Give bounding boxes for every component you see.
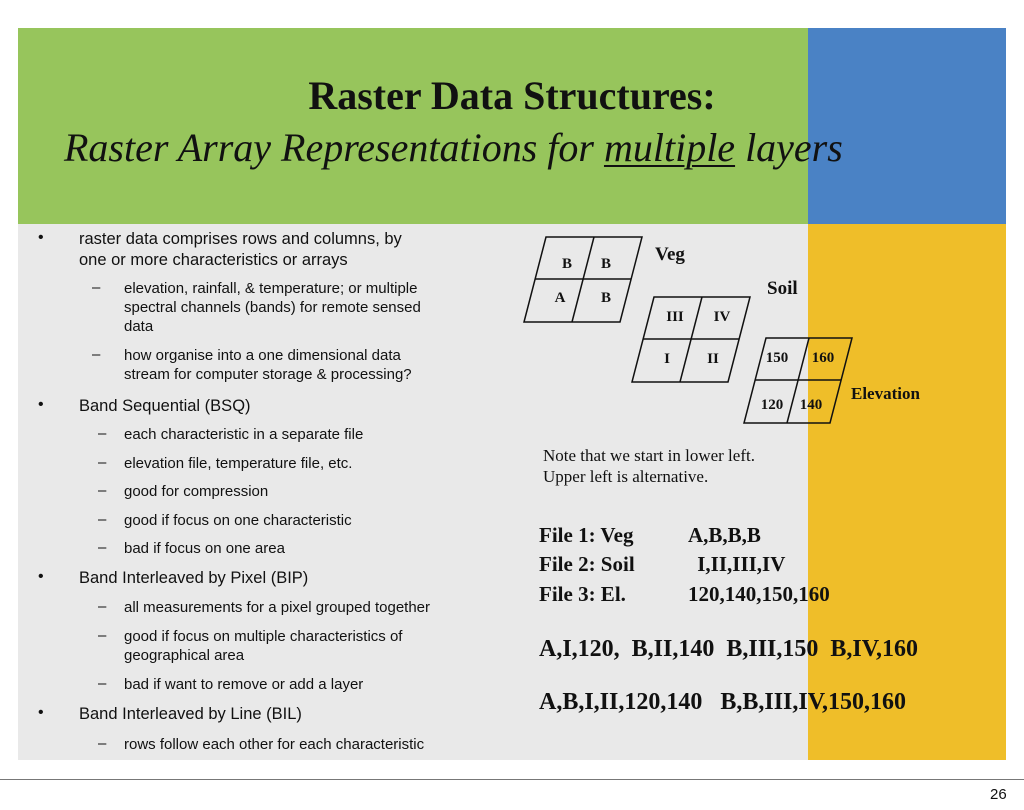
subtitle-part: layers: [735, 125, 843, 170]
soil-label: Soil: [767, 278, 798, 299]
dash-marker: –: [98, 735, 107, 752]
bullet-text: Band Sequential (BSQ): [79, 397, 251, 415]
bullet-text: Band Interleaved by Pixel (BIP): [79, 569, 309, 587]
bullet-dot: •: [38, 396, 44, 413]
bullet-dot: •: [38, 229, 44, 246]
veg-cell: B: [561, 256, 572, 272]
note-line: Note that we start in lower left.: [543, 446, 755, 465]
sub-bullet-text: good if focus on multiple characteristics of: [124, 628, 403, 645]
veg-label: Veg: [655, 244, 685, 265]
bullet-text: one or more characteristics or arrays: [79, 251, 348, 269]
elevation-cell: 150: [765, 350, 789, 366]
file-name: File 2: Soil: [539, 552, 635, 576]
elevation-cell: 140: [799, 397, 823, 413]
sub-bullet-text: good for compression: [124, 483, 269, 500]
subtitle-underlined-word: multiple: [603, 125, 736, 170]
dash-marker: –: [98, 539, 107, 556]
page-number: 26: [990, 786, 1007, 803]
dash-marker: –: [98, 675, 107, 692]
sub-bullet-text: stream for computer storage & processing?: [124, 366, 412, 383]
veg-cell: A: [554, 290, 566, 306]
sub-bullet-text: data: [124, 318, 154, 335]
elevation-cell: 120: [760, 397, 784, 413]
dash-marker: –: [98, 627, 107, 644]
dash-marker: –: [98, 425, 107, 442]
sub-bullet-text: bad if focus on one area: [124, 540, 285, 557]
sub-bullet-text: elevation file, temperature file, etc.: [124, 455, 353, 472]
bullet-dot: •: [38, 704, 44, 721]
soil-cell: IV: [713, 309, 731, 325]
sub-bullet-text: spectral channels (bands) for remote sensed: [124, 299, 421, 316]
bullet-text: raster data comprises rows and columns, by: [79, 230, 402, 248]
dash-marker: –: [98, 511, 107, 528]
soil-cell: II: [707, 351, 719, 367]
sub-bullet-text: geographical area: [124, 647, 245, 664]
soil-cell: III: [666, 309, 684, 325]
sub-bullet-text: good if focus on one characteristic: [124, 512, 352, 529]
sub-bullet-text: elevation, rainfall, & temperature; or multiple: [124, 280, 418, 297]
sub-bullet-text: rows follow each other for each characteristic: [124, 736, 425, 753]
dash-marker: –: [98, 482, 107, 499]
bil-sequence: A,B,I,II,120,140 B,B,III,IV,150,160: [539, 689, 906, 715]
veg-cell: B: [600, 256, 611, 272]
note-line: Upper left is alternative.: [543, 467, 709, 486]
sub-bullet-text: each characteristic in a separate file: [124, 426, 364, 443]
file-name: File 3: El.: [539, 582, 626, 606]
dash-marker: –: [92, 279, 101, 296]
dash-marker: –: [92, 346, 101, 363]
file-values: I,II,III,IV: [692, 552, 786, 576]
slide-title: Raster Data Structures:: [308, 73, 716, 118]
soil-cell: I: [664, 351, 670, 367]
dash-marker: –: [98, 598, 107, 615]
sub-bullet-text: bad if want to remove or add a layer: [124, 676, 364, 693]
bullet-dot: •: [38, 568, 44, 585]
veg-cell: B: [600, 290, 611, 306]
subtitle-part: Raster Array Representations for: [64, 125, 604, 170]
dash-marker: –: [98, 454, 107, 471]
bip-sequence: A,I,120, B,II,140 B,III,150 B,IV,160: [539, 636, 918, 662]
sub-bullet-text: how organise into a one dimensional data: [124, 347, 401, 364]
file-name: File 1: Veg: [539, 523, 634, 547]
bullet-text: Band Interleaved by Line (BIL): [79, 705, 302, 723]
elevation-cell: 160: [811, 350, 835, 366]
file-values: A,B,B,B: [688, 523, 761, 547]
elevation-label: Elevation: [851, 384, 920, 403]
file-values: 120,140,150,160: [688, 582, 830, 606]
sub-bullet-text: all measurements for a pixel grouped together: [124, 599, 431, 616]
